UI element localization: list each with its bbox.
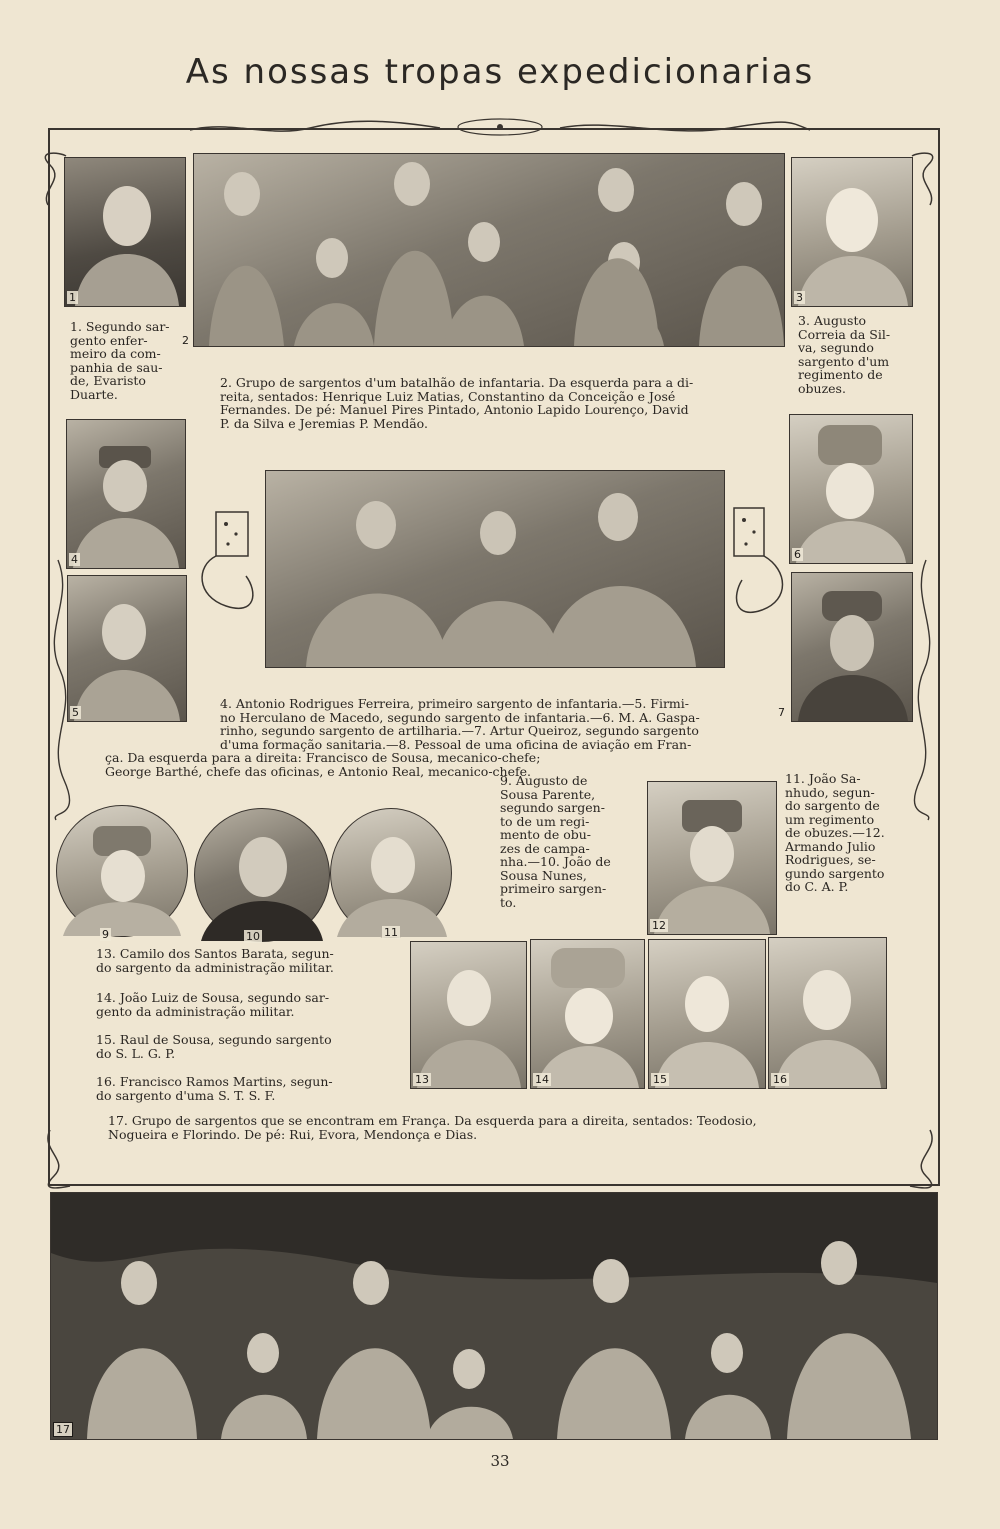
bottom-left-ornament — [40, 1130, 80, 1190]
photo-10-portrait — [194, 808, 330, 942]
photo-3-portrait — [791, 157, 913, 307]
photo-9-portrait — [56, 805, 188, 937]
photo-4-portrait — [66, 419, 186, 569]
photo-1-portrait — [64, 157, 186, 307]
photo-14-portrait — [530, 939, 645, 1089]
top-ornament — [190, 116, 810, 140]
page-number: 33 — [490, 1452, 510, 1470]
photo-11-portrait — [330, 808, 452, 938]
caption-8-continued: ça. Da esquerda para a direita: Francisco de Sousa, mecanico-chefe; George Barthé, chefe das oficinas, e Antonio Real, mecanico-chefe. — [105, 750, 541, 779]
photo-number: 14 — [535, 1073, 549, 1086]
photo-13-portrait — [410, 941, 527, 1089]
photo-number: 5 — [72, 706, 79, 719]
photo-15-portrait — [648, 939, 766, 1089]
photo-17-group — [50, 1192, 938, 1440]
photo-number: 4 — [71, 553, 78, 566]
left-scroll-ornament — [186, 506, 264, 616]
photo-number: 7 — [778, 706, 785, 719]
photo-6-portrait — [789, 414, 913, 564]
caption-15: 15. Raul de Sousa, segundo sargento do S. L. G. P. — [96, 1032, 332, 1061]
photo-number: 6 — [794, 548, 801, 561]
caption-16: 16. Francisco Ramos Martins, segun- do sargento d'uma S. T. S. F. — [96, 1074, 333, 1103]
photo-number: 17 — [53, 1422, 73, 1437]
caption-2: 2. Grupo de sargentos d'um batalhão de infantaria. Da esquerda para a di- reita, sentados: Henrique Luiz Matias, Constantino da Conceição e José Fernandes. De pé: Manuel Pires Pintado, Antonio Lapido Lourenço, David P. da Silva e Jeremias P. Mendão. — [220, 375, 694, 431]
photo-number: 3 — [796, 291, 803, 304]
page-title: As nossas tropas expedicionarias — [185, 52, 815, 92]
photo-number: 1 — [69, 291, 76, 304]
caption-11-12: 11. João Sa- nhudo, segun- do sargento de um regimento de obuzes.—12. Armando Julio Rodrigues, se- gundo sargento do C. A. P. — [785, 771, 885, 894]
photo-number: 13 — [415, 1073, 429, 1086]
photo-7-portrait — [778, 572, 913, 722]
caption-14: 14. João Luiz de Sousa, segundo sar- gento da administração militar. — [96, 990, 330, 1019]
caption-17: 17. Grupo de sargentos que se encontram em França. Da esquerda para a direita, sentados: Teodosio, Nogueira e Florindo. De pé: Rui, Evora, Mendonça e Dias. — [108, 1113, 757, 1142]
photo-12-portrait — [647, 781, 777, 935]
photo-number: 12 — [652, 919, 666, 932]
caption-9-10: 9. Augusto de Sousa Parente, segundo sargen- to de um regi- mento de obu- zes de campa- nha.—10. João de Sousa Nunes, primeiro sargen- to. — [500, 773, 611, 910]
photo-number: 15 — [653, 1073, 667, 1086]
photo-2-group — [182, 153, 785, 347]
photo-number: 9 — [102, 928, 109, 941]
photo-number: 16 — [773, 1073, 787, 1086]
caption-4-to-8: 4. Antonio Rodrigues Ferreira, primeiro sargento de infantaria.—5. Firmi- no Herculano de Macedo, segundo sargento de infantaria.—6. M. A. Gaspa- rinho, segundo sargento de artilharia.—7. Artur Queiroz, segundo sargento d'uma formação sanitaria.—8. Pessoal de uma oficina de aviação em Fran- — [220, 696, 700, 752]
bottom-right-ornament — [900, 1130, 940, 1190]
photo-16-portrait — [768, 937, 887, 1089]
photo-5-portrait — [67, 575, 187, 722]
photo-number: 11 — [384, 926, 398, 939]
caption-13: 13. Camilo dos Santos Barata, segun- do sargento da administração militar. — [96, 946, 334, 975]
caption-1: 1. Segundo sar- gento enfer- meiro da com- panhia de sau- de, Evaristo Duarte. — [70, 319, 170, 402]
photo-8-group — [265, 470, 725, 668]
photo-number: 2 — [182, 334, 189, 347]
photo-number: 10 — [246, 930, 260, 943]
caption-3: 3. Augusto Correia da Sil- va, segundo sargento d'um regimento de obuzes. — [798, 313, 891, 396]
